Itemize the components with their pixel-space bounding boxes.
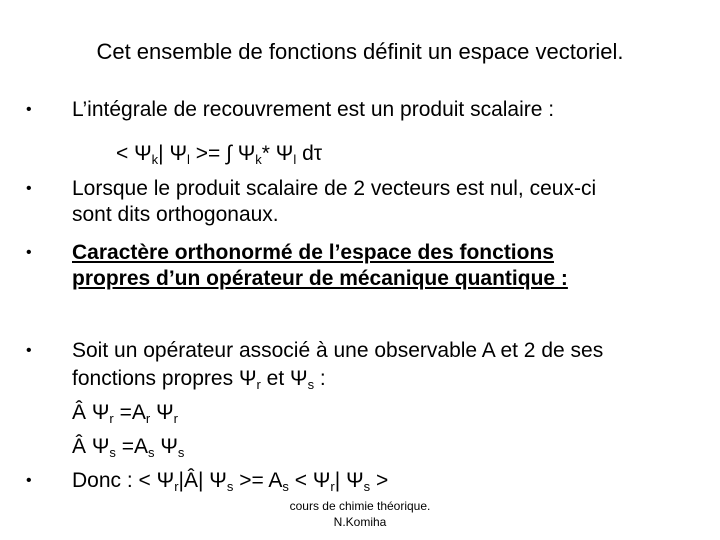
bullet-orthonormal-line1: Caractère orthonormé de l’espace des fonctions <box>72 241 554 264</box>
bullet-overlap-integral: L’intégrale de recouvrement est un produit scalaire : <box>72 98 555 121</box>
bullet-dot: • <box>26 244 32 261</box>
slide-footer <box>262 498 458 530</box>
bullet-operator-line2: fonctions propres $\Psi_r$ et $\Psi_s$ : <box>72 367 326 392</box>
overlap-integral-formula: < $\Psi_k|$ $\Psi_l$ >= ∫ $\Psi_k*$ $\Psi_l$ dτ <box>116 142 323 167</box>
bullet-dot: • <box>26 342 32 359</box>
eigen-equation-s: Â $\Psi_s =A_s$ $\Psi_s$ <box>72 435 185 460</box>
eigen-equation-r: Â $\Psi_r =A_r$ $\Psi_r$ <box>72 401 178 426</box>
bullet-dot: • <box>26 180 32 197</box>
bullet-dot: • <box>26 472 32 489</box>
bullet-orthogonal-line2: sont dits orthogonaux. <box>72 203 279 226</box>
footer-course: cours de chimie théorique. <box>289 499 431 513</box>
bullet-donc: Donc : < $\Psi_r|Â|$ $\Psi_s >= A_s < \Psi_r|$ $\Psi_s$ > <box>72 469 389 494</box>
slide-title: Cet ensemble de fonctions définit un espace vectoriel. <box>96 39 624 64</box>
bullet-operator-line1: Soit un opérateur associé à une observable A et 2 de ses <box>72 339 604 362</box>
bullet-orthogonal-line1: Lorsque le produit scalaire de 2 vecteurs est nul, ceux-ci <box>72 177 597 200</box>
bullet-orthonormal-line2: propres d’un opérateur de mécanique quantique : <box>72 267 568 290</box>
footer-author: N.Komiha <box>333 515 387 529</box>
bullet-dot: • <box>26 101 32 118</box>
